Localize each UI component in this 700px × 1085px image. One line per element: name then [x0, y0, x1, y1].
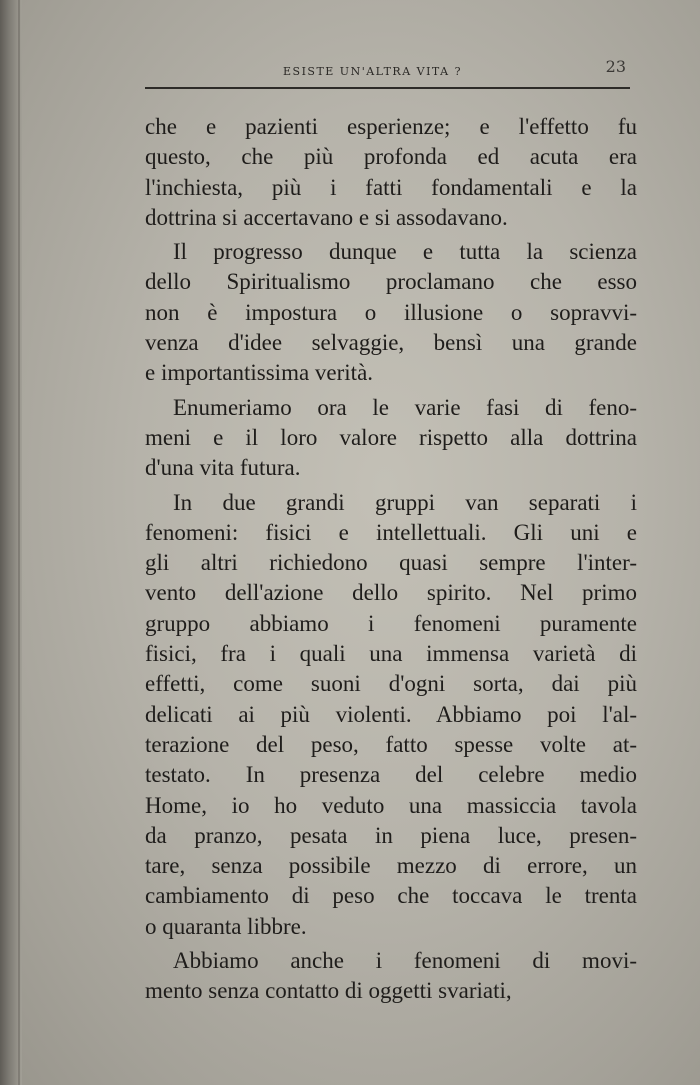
paragraph	[145, 946, 637, 1007]
paragraph	[145, 237, 637, 388]
paragraph	[145, 488, 637, 942]
text-line: non è impostura o illusione o sopravvi-	[145, 299, 637, 325]
text-line: Abbiamo anche i fenomeni di movi-	[173, 948, 637, 974]
body-text	[145, 112, 637, 1007]
text-line: gruppo abbiamo i fenomeni puramente	[145, 610, 637, 636]
text-line: testato. In presenza del celebre medio	[145, 762, 637, 788]
text-line: d'una vita futura.	[145, 455, 301, 481]
text-line: mento senza contatto di oggetti svariati,	[145, 978, 512, 1004]
text-line: che e pazienti esperienze; e l'effetto fu	[145, 114, 637, 139]
text-line: dello Spiritualismo proclamano che esso	[145, 269, 637, 295]
paragraph	[145, 393, 637, 484]
text-line: cambiamento di peso che toccava le trenta	[145, 883, 637, 909]
text-line: fenomeni: fisici e intellettuali. Gli uni e	[145, 519, 637, 545]
text-line: In due grandi gruppi van separati i	[173, 489, 637, 515]
text-line: tare, senza possibile mezzo di errore, un	[145, 853, 637, 879]
text-line: e importantissima verità.	[145, 360, 374, 386]
text-line: Il progresso dunque e tutta la scienza	[173, 239, 637, 265]
text-line: effetti, come suoni d'ogni sorta, dai più	[145, 671, 637, 697]
text-line: da pranzo, pesata in piena luce, presen-	[145, 822, 637, 848]
page-header	[145, 55, 630, 89]
text-line: fisici, fra i quali una immensa varietà di	[145, 641, 637, 667]
text-line: meni e il loro valore rispetto alla dottrina	[145, 424, 637, 450]
paragraph	[145, 112, 637, 233]
running-head: ESISTE UN'ALTRA VITA ?	[283, 65, 463, 78]
text-line: Home, io ho veduto una massiccia tavola	[145, 792, 637, 818]
text-line: o quaranta libbre.	[145, 913, 307, 939]
text-line: dottrina si accertavano e si assodavano.	[145, 204, 508, 230]
text-line: l'inchiesta, più i fatti fondamentali e la	[145, 174, 637, 200]
text-line: Enumeriamo ora le varie fasi di feno-	[173, 394, 637, 420]
text-line: questo, che più profonda ed acuta era	[145, 144, 637, 170]
text-line: gli altri richiedono quasi sempre l'inter-	[145, 550, 637, 576]
text-line: terazione del peso, fatto spesse volte at-	[145, 731, 637, 757]
text-line: vento dell'azione dello spirito. Nel primo	[145, 580, 637, 606]
text-line: venza d'idee selvaggie, bensì una grande	[145, 330, 637, 356]
text-line: delicati ai più violenti. Abbiamo poi l'al-	[145, 701, 637, 727]
gutter-fold	[18, 0, 20, 1085]
page-number: 23	[605, 57, 626, 76]
